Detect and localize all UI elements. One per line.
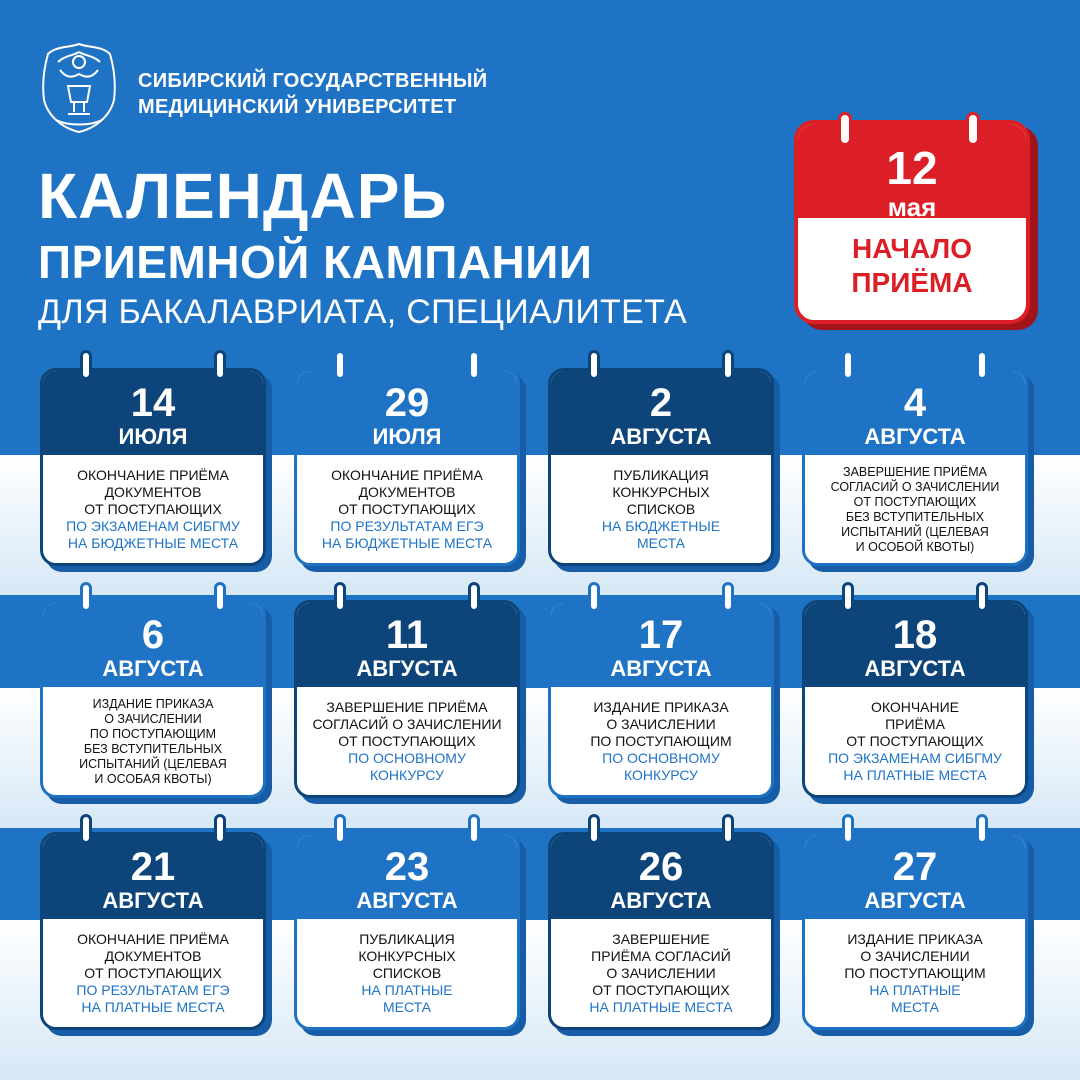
card-description — [297, 919, 517, 1016]
binder-ring-icon — [842, 582, 854, 612]
binder-ring-icon — [838, 112, 852, 146]
card-description — [805, 919, 1025, 1016]
card-body — [794, 120, 1030, 324]
card-description — [805, 455, 1025, 555]
card-body — [40, 368, 266, 566]
binder-ring-icon — [468, 350, 480, 380]
card-text-line: ЗАВЕРШЕНИЕ ПРИЁМА — [843, 465, 987, 479]
binder-ring-icon — [722, 582, 734, 612]
binder-ring-icon — [842, 814, 854, 844]
card-text-line: О ЗАЧИСЛЕНИИ — [606, 965, 716, 981]
calendar-card — [802, 362, 1034, 572]
card-text-line: ЗАВЕРШЕНИЕ — [612, 931, 710, 947]
card-text-line: БЕЗ ВСТУПИТЕЛЬНЫХ — [845, 510, 985, 524]
university-name-line2: МЕДИЦИНСКИЙ УНИВЕРСИТЕТ — [138, 96, 457, 118]
card-text-line: СПИСКОВ — [626, 501, 696, 517]
card-text-line: О ЗАЧИСЛЕНИИ — [104, 712, 202, 726]
card-text-line: НА ПЛАТНЫЕ МЕСТА — [589, 999, 733, 1015]
card-text-line: НА ПЛАТНЫЕ МЕСТА — [843, 767, 987, 783]
featured-text-line1: НАЧАЛО — [852, 233, 972, 264]
binder-ring-icon — [80, 582, 92, 612]
card-month: АВГУСТА — [356, 888, 458, 913]
card-month: АВГУСТА — [102, 888, 204, 913]
title-line2: ПРИЕМНОЙ КАМПАНИИ — [38, 236, 593, 288]
card-text-line: О ЗАЧИСЛЕНИИ — [606, 716, 716, 732]
calendar-card — [802, 826, 1034, 1036]
card-text-line: ПО ЭКЗАМЕНАМ СИБГМУ — [828, 750, 1002, 766]
card-day: 21 — [130, 845, 176, 889]
featured-text — [798, 218, 1026, 300]
card-day: 18 — [892, 613, 938, 657]
card-header — [43, 371, 263, 455]
card-description — [43, 687, 263, 787]
binder-ring-icon — [334, 814, 346, 844]
card-text-line: ПО ОСНОВНОМУ — [602, 750, 720, 766]
card-day: 4 — [903, 381, 927, 425]
card-month: АВГУСТА — [864, 424, 966, 449]
card-month: АВГУСТА — [610, 656, 712, 681]
card-header — [43, 835, 263, 919]
card-header — [798, 124, 1026, 222]
calendar-card — [294, 826, 526, 1036]
card-month: ИЮЛЯ — [372, 424, 442, 449]
card-day: 29 — [384, 381, 430, 425]
card-day: 2 — [649, 381, 673, 425]
card-text-line: ПУБЛИКАЦИЯ — [359, 931, 455, 947]
calendar-card — [802, 594, 1034, 804]
binder-ring-icon — [976, 814, 988, 844]
card-month: АВГУСТА — [102, 656, 204, 681]
card-text-line: ОКОНЧАНИЕ — [870, 699, 960, 715]
card-body — [294, 368, 520, 566]
card-text-line: ПО РЕЗУЛЬТАТАМ ЕГЭ — [330, 518, 484, 534]
binder-ring-icon — [80, 350, 92, 380]
binder-ring-icon — [722, 350, 734, 380]
binder-ring-icon — [468, 814, 480, 844]
binder-ring-icon — [80, 814, 92, 844]
calendar-card — [548, 826, 780, 1036]
binder-ring-icon — [966, 112, 980, 146]
card-text-line: ПО ОСНОВНОМУ — [348, 750, 466, 766]
card-text-line: МЕСТА — [890, 999, 940, 1015]
title-line1: КАЛЕНДАРЬ — [38, 160, 448, 232]
binder-ring-icon — [214, 350, 226, 380]
card-text-line: НА ПЛАТНЫЕ — [869, 982, 961, 998]
binder-ring-icon — [976, 350, 988, 380]
card-text-line: ОКОНЧАНИЕ ПРИЁМА — [77, 931, 229, 947]
binder-ring-icon — [588, 582, 600, 612]
card-text-line: ОТ ПОСТУПАЮЩИХ — [846, 733, 984, 749]
calendar-card — [548, 594, 780, 804]
calendar-card — [294, 594, 526, 804]
card-body — [802, 832, 1028, 1030]
card-text-line: ПО ЭКЗАМЕНАМ СИБГМУ — [66, 518, 240, 534]
card-header — [805, 603, 1025, 687]
card-day: 14 — [130, 381, 176, 425]
card-description — [297, 455, 517, 552]
card-text-line: ДОКУМЕНТОВ — [104, 484, 202, 500]
card-day: 6 — [141, 613, 165, 657]
university-name-line1: СИБИРСКИЙ ГОСУДАРСТВЕННЫЙ — [138, 70, 488, 92]
card-header — [805, 371, 1025, 455]
binder-ring-icon — [334, 350, 346, 380]
card-body — [548, 368, 774, 566]
card-header — [43, 603, 263, 687]
card-description — [551, 455, 771, 552]
card-text-line: ПУБЛИКАЦИЯ — [613, 467, 709, 483]
card-text-line: ИСПЫТАНИЙ (ЦЕЛЕВАЯ — [79, 757, 227, 771]
card-month: АВГУСТА — [610, 888, 712, 913]
card-text-line: ПО РЕЗУЛЬТАТАМ ЕГЭ — [76, 982, 230, 998]
card-text-line: КОНКУРСНЫХ — [358, 948, 456, 964]
card-text-line: ПРИЁМА — [885, 716, 945, 732]
calendar-card — [40, 594, 272, 804]
card-description — [551, 919, 771, 1016]
binder-ring-icon — [214, 582, 226, 612]
card-body — [40, 832, 266, 1030]
card-day: 27 — [892, 845, 938, 889]
card-text-line: И ОСОБАЯ КВОТЫ) — [94, 772, 212, 786]
card-text-line: И ОСОБОЙ КВОТЫ) — [855, 540, 975, 554]
card-text-line: ОКОНЧАНИЕ ПРИЁМА — [77, 467, 229, 483]
card-body — [294, 600, 520, 798]
card-day: 26 — [638, 845, 684, 889]
card-text-line: НА БЮДЖЕТНЫЕ МЕСТА — [321, 535, 493, 551]
binder-ring-icon — [334, 582, 346, 612]
card-body — [802, 600, 1028, 798]
binder-ring-icon — [588, 814, 600, 844]
coat-of-arms-icon — [38, 38, 120, 136]
card-header — [297, 371, 517, 455]
card-day: 11 — [385, 613, 429, 657]
card-text-line: КОНКУРСУ — [370, 767, 444, 783]
card-month: ИЮЛЯ — [118, 424, 188, 449]
featured-date-card — [794, 112, 1038, 330]
card-text-line: ИЗДАНИЕ ПРИКАЗА — [593, 699, 729, 715]
card-month: АВГУСТА — [864, 656, 966, 681]
card-text-line: СПИСКОВ — [372, 965, 442, 981]
card-text-line: ПО ПОСТУПАЮЩИМ — [590, 733, 732, 749]
calendar-card — [548, 362, 780, 572]
card-text-line: ОТ ПОСТУПАЮЩИХ — [338, 501, 476, 517]
card-text-line: ЗАВЕРШЕНИЕ ПРИЁМА — [326, 699, 488, 715]
card-header — [297, 835, 517, 919]
binder-ring-icon — [214, 814, 226, 844]
card-description — [297, 687, 517, 784]
card-month: АВГУСТА — [864, 888, 966, 913]
card-text-line: О ЗАЧИСЛЕНИИ — [860, 948, 970, 964]
binder-ring-icon — [976, 582, 988, 612]
card-text-line: ПО ПОСТУПАЮЩИМ — [89, 727, 217, 741]
card-text-line: БЕЗ ВСТУПИТЕЛЬНЫХ — [83, 742, 223, 756]
featured-day: 12 — [886, 142, 938, 194]
card-header — [297, 603, 517, 687]
card-body — [548, 832, 774, 1030]
calendar-card — [40, 362, 272, 572]
card-text-line: СОГЛАСИЙ О ЗАЧИСЛЕНИИ — [830, 480, 1000, 494]
card-text-line: ИСПЫТАНИЙ (ЦЕЛЕВАЯ — [841, 525, 989, 539]
page-subtitle: ДЛЯ БАКАЛАВРИАТА, СПЕЦИАЛИТЕТА — [38, 293, 688, 331]
calendar-card — [40, 826, 272, 1036]
calendar-card — [294, 362, 526, 572]
card-text-line: СОГЛАСИЙ О ЗАЧИСЛЕНИИ — [312, 716, 502, 732]
page-title — [38, 160, 592, 292]
card-text-line: НА БЮДЖЕТНЫЕ — [601, 518, 721, 534]
card-body — [294, 832, 520, 1030]
university-name — [138, 68, 487, 120]
card-text-line: ОТ ПОСТУПАЮЩИХ — [853, 495, 977, 509]
featured-text-line2: ПРИЁМА — [851, 267, 973, 298]
card-text-line: ОТ ПОСТУПАЮЩИХ — [338, 733, 476, 749]
card-day: 23 — [384, 845, 430, 889]
card-text-line: КОНКУРСНЫХ — [612, 484, 710, 500]
card-description — [43, 919, 263, 1016]
card-text-line: ОТ ПОСТУПАЮЩИХ — [84, 965, 222, 981]
card-text-line: МЕСТА — [382, 999, 432, 1015]
card-text-line: МЕСТА — [636, 535, 686, 551]
card-text-line: ДОКУМЕНТОВ — [358, 484, 456, 500]
card-header — [551, 371, 771, 455]
card-text-line: ИЗДАНИЕ ПРИКАЗА — [847, 931, 983, 947]
card-body — [548, 600, 774, 798]
card-day: 17 — [638, 613, 684, 657]
card-text-line: НА ПЛАТНЫЕ МЕСТА — [81, 999, 225, 1015]
card-text-line: НА ПЛАТНЫЕ — [361, 982, 453, 998]
card-month: АВГУСТА — [356, 656, 458, 681]
card-text-line: ПРИЁМА СОГЛАСИЙ — [591, 948, 731, 964]
card-text-line: ДОКУМЕНТОВ — [104, 948, 202, 964]
card-month: АВГУСТА — [610, 424, 712, 449]
card-header — [551, 835, 771, 919]
featured-month: мая — [887, 192, 937, 222]
card-header — [805, 835, 1025, 919]
card-text-line: КОНКУРСУ — [624, 767, 698, 783]
card-text-line: ПО ПОСТУПАЮЩИМ — [844, 965, 986, 981]
binder-ring-icon — [842, 350, 854, 380]
card-text-line: ИЗДАНИЕ ПРИКАЗА — [92, 697, 214, 711]
binder-ring-icon — [722, 814, 734, 844]
binder-ring-icon — [588, 350, 600, 380]
card-text-line: ОКОНЧАНИЕ ПРИЁМА — [331, 467, 483, 483]
card-description — [805, 687, 1025, 784]
card-text-line: НА БЮДЖЕТНЫЕ МЕСТА — [67, 535, 239, 551]
card-text-line: ОТ ПОСТУПАЮЩИХ — [592, 982, 730, 998]
card-description — [43, 455, 263, 552]
card-header — [551, 603, 771, 687]
card-description — [551, 687, 771, 784]
card-body — [40, 600, 266, 798]
binder-ring-icon — [468, 582, 480, 612]
card-text-line: ОТ ПОСТУПАЮЩИХ — [84, 501, 222, 517]
card-body — [802, 368, 1028, 566]
